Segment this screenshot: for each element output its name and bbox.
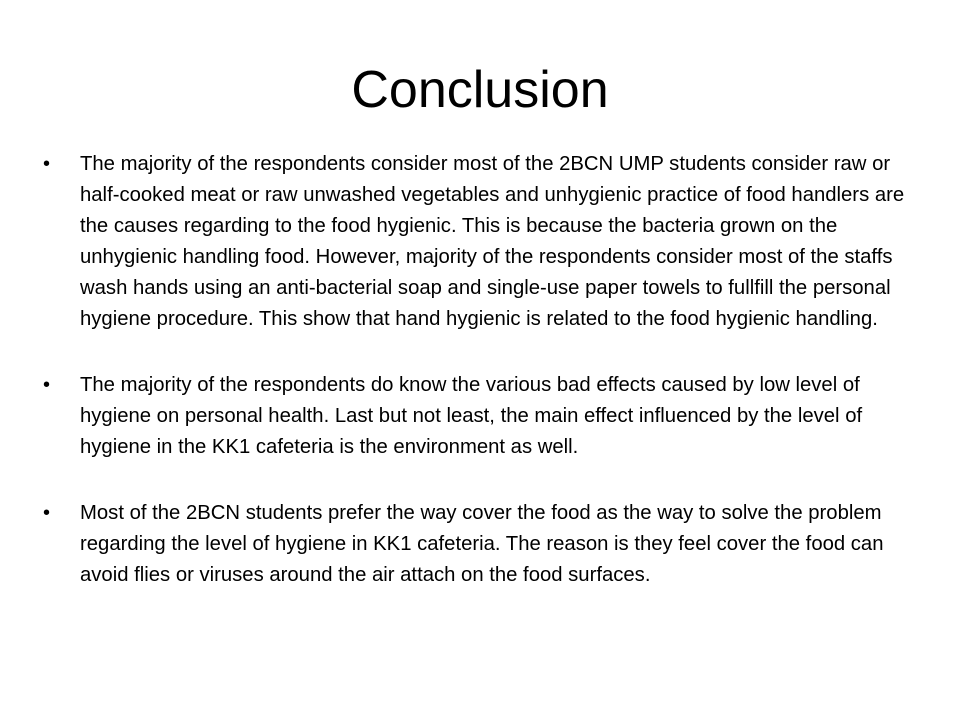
slide-title: Conclusion xyxy=(351,61,609,119)
bullet-text: The majority of the respondents do know the various bad effects caused by low level of hygiene on personal health. Last but not least, the main effect influenced by the level of hygiene in the KK1 cafeteria is the environment as well. xyxy=(80,374,863,458)
bullet-icon: • xyxy=(43,374,51,396)
bullet-text: The majority of the respondents consider most of the 2BCN UMP students consider raw or half-cooked meat or raw unwashed vegetables and unhygienic practice of food handlers are the causes regarding to the food hygienic. This is because the bacteria grown on the unhygienic handling food. However, majority of the respondents consider most of the staffs wash hands using an anti-bacterial soap and single-use paper towels to fullfill the personal hygiene procedure. This show that hand hygienic is related to the food hygienic handling. xyxy=(80,153,905,330)
bullet-icon: • xyxy=(43,502,51,524)
bullet-icon: • xyxy=(43,153,51,175)
bullet-text: Most of the 2BCN students prefer the way cover the food as the way to solve the problem regarding the level of hygiene in KK1 cafeteria. The reason is they feel cover the food can avoid flies or viruses around the air attach on the food surfaces. xyxy=(80,502,884,586)
bullet-item xyxy=(43,498,916,591)
bullet-item xyxy=(43,149,916,335)
bullet-item xyxy=(43,370,916,463)
bullet-list xyxy=(43,149,916,626)
